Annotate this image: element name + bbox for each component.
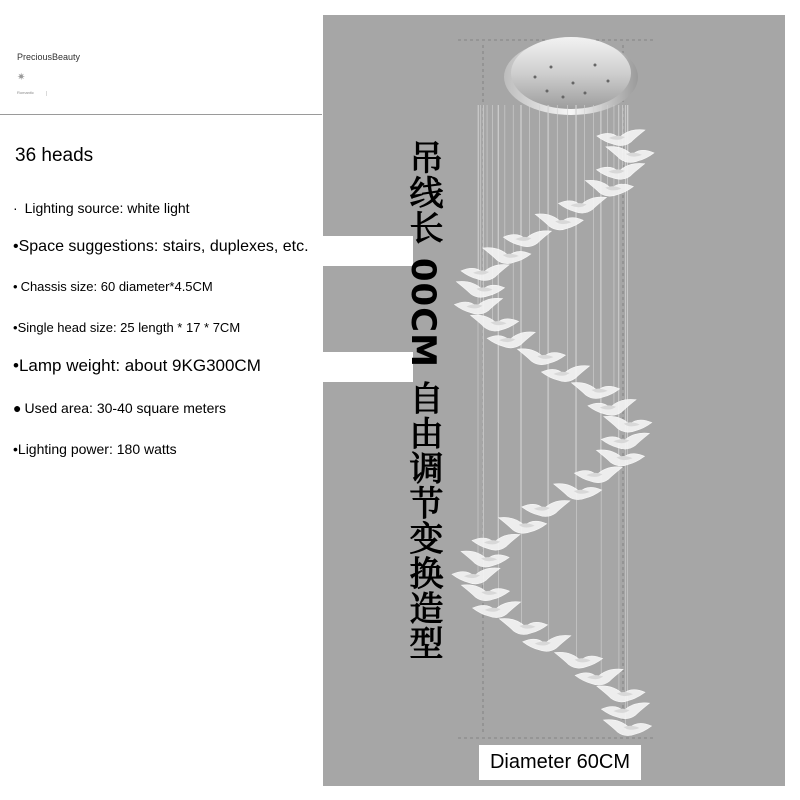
crystal-bird bbox=[517, 349, 565, 365]
bullet-icon: • bbox=[13, 356, 19, 375]
bullet-icon: · bbox=[13, 200, 18, 216]
brand-name: PreciousBeauty bbox=[17, 52, 81, 62]
brand-star-icon: ✷ bbox=[17, 72, 26, 83]
crystal-bird bbox=[535, 214, 583, 230]
crystal-bird bbox=[585, 180, 633, 196]
crystal-bird bbox=[461, 551, 509, 567]
spec-space-suggestions bbox=[13, 238, 309, 256]
crystal-bird bbox=[461, 265, 509, 281]
crystal-bird bbox=[487, 332, 535, 348]
crystal-bird bbox=[554, 484, 602, 500]
bullet-icon: • bbox=[13, 279, 18, 294]
crystal-bird bbox=[503, 231, 551, 247]
spec-lighting-source bbox=[13, 200, 190, 216]
crystal-bird bbox=[461, 585, 509, 601]
spec-text: Lamp weight: about 9KG300CM bbox=[18, 356, 261, 375]
product-photo bbox=[323, 15, 785, 786]
crystal-bird bbox=[522, 501, 570, 517]
crystal-bird bbox=[454, 298, 502, 314]
cable-length-note: 吊线长 00CM 自由调节变换造型 bbox=[403, 140, 443, 661]
brand-separator: | bbox=[46, 91, 48, 97]
heads-count: 36 heads bbox=[15, 145, 94, 166]
spec-chassis-size bbox=[13, 279, 213, 294]
spec-text: Lighting source: white light bbox=[24, 200, 190, 216]
crystal-bird bbox=[597, 686, 645, 702]
spec-text: Used area: 30-40 square meters bbox=[24, 400, 227, 416]
crystal-bird bbox=[452, 568, 500, 584]
chandelier-illustration bbox=[323, 15, 785, 786]
spec-text: Lighting power: 180 watts bbox=[17, 441, 177, 457]
label-mask-bottom bbox=[323, 352, 413, 382]
crystal-bird bbox=[559, 197, 607, 213]
crystal-bird bbox=[606, 147, 654, 163]
crystal-bird bbox=[604, 720, 652, 736]
spec-text: Chassis size: 60 diameter*4.5CM bbox=[20, 279, 213, 294]
spec-text: Space suggestions: stairs, duplexes, etc. bbox=[18, 238, 309, 255]
crystal-bird bbox=[523, 635, 571, 651]
crystal-bird bbox=[483, 248, 531, 264]
spec-single-head-size bbox=[13, 320, 240, 335]
crystal-bird bbox=[596, 450, 644, 466]
diameter-label: Diameter 60CM bbox=[479, 745, 641, 780]
crystal-bird bbox=[575, 669, 623, 685]
spec-lamp-weight bbox=[13, 356, 261, 376]
crystal-bird bbox=[597, 163, 645, 179]
crystal-bird bbox=[597, 130, 645, 146]
crystal-bird bbox=[472, 534, 520, 550]
bullet-icon: ● bbox=[13, 400, 22, 416]
bullet-icon: • bbox=[13, 441, 18, 457]
brand-header bbox=[0, 0, 322, 115]
crystal-bird bbox=[555, 652, 603, 668]
crystal-bird bbox=[574, 467, 622, 483]
ceiling-plate bbox=[504, 37, 638, 115]
label-mask-top bbox=[323, 236, 413, 266]
crystal-birds bbox=[452, 130, 654, 736]
spec-lighting-power bbox=[13, 441, 177, 457]
crystal-bird bbox=[588, 399, 636, 415]
crystal-bird bbox=[499, 517, 547, 533]
bullet-icon: • bbox=[13, 238, 19, 255]
spec-text: Single head size: 25 length * 17 * 7CM bbox=[17, 320, 241, 335]
bullet-icon: • bbox=[13, 320, 18, 335]
crystal-bird bbox=[572, 383, 620, 399]
crystal-bird bbox=[499, 619, 547, 635]
spec-used-area bbox=[13, 400, 226, 416]
crystal-bird bbox=[473, 602, 521, 618]
brand-tagline: Romantic bbox=[17, 90, 34, 95]
